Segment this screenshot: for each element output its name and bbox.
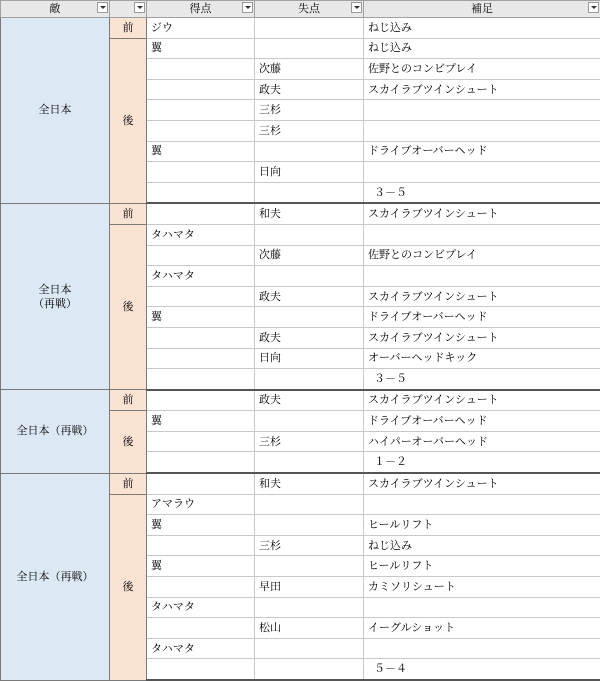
filter-dropdown-icon[interactable]	[242, 2, 253, 13]
note-cell[interactable]	[364, 494, 600, 515]
conceded-cell[interactable]	[255, 494, 364, 515]
header-note-label: 補足	[471, 2, 493, 15]
conceded-cell[interactable]: 和夫	[255, 203, 364, 224]
conceded-cell[interactable]: 政夫	[255, 390, 364, 411]
conceded-cell[interactable]: 政夫	[255, 327, 364, 348]
note-cell[interactable]: スカイラブツインシュート	[364, 327, 600, 348]
half-cell[interactable]	[110, 473, 147, 494]
note-cell[interactable]: １－２	[364, 452, 600, 473]
note-cell[interactable]: スカイラブツインシュート	[364, 390, 600, 411]
half-label: 後	[123, 300, 134, 313]
note-cell[interactable]: ３－５	[364, 182, 600, 203]
note-cell[interactable]: 佐野とのコンビプレイ	[364, 59, 600, 80]
filter-dropdown-icon[interactable]	[588, 2, 599, 13]
filter-dropdown-icon[interactable]	[134, 2, 145, 13]
note-cell[interactable]: ヒールリフト	[364, 556, 600, 577]
note-cell[interactable]: ねじ込み	[364, 18, 600, 39]
header-half	[110, 1, 147, 18]
conceded-cell[interactable]	[255, 266, 364, 287]
conceded-cell[interactable]	[255, 638, 364, 659]
half-label: 前	[123, 207, 134, 220]
conceded-cell[interactable]	[255, 18, 364, 39]
conceded-cell[interactable]: 次藤	[255, 59, 364, 80]
header-scorer-label: 得点	[190, 2, 212, 15]
scorer-cell[interactable]: 翼	[147, 307, 255, 328]
conceded-cell[interactable]: 三杉	[255, 535, 364, 556]
scorer-cell[interactable]: タハマタ	[147, 597, 255, 618]
conceded-cell[interactable]: 日向	[255, 348, 364, 369]
conceded-cell[interactable]	[255, 307, 364, 328]
conceded-cell[interactable]: 松山	[255, 618, 364, 639]
header-enemy	[1, 1, 110, 18]
conceded-cell[interactable]	[255, 369, 364, 390]
scorer-cell[interactable]: 翼	[147, 556, 255, 577]
scorer-cell[interactable]	[147, 162, 255, 183]
enemy-cell[interactable]	[1, 473, 110, 680]
scorer-cell[interactable]: ジウ	[147, 18, 255, 39]
conceded-cell[interactable]	[255, 556, 364, 577]
note-cell[interactable]	[364, 100, 600, 121]
table-row	[1, 390, 600, 411]
scorer-cell[interactable]: タハマタ	[147, 638, 255, 659]
scorer-cell[interactable]	[147, 577, 255, 598]
scorer-cell[interactable]: タハマタ	[147, 266, 255, 287]
note-cell[interactable]: 佐野とのコンビプレイ	[364, 245, 600, 266]
scorer-cell[interactable]: 翼	[147, 38, 255, 59]
scorer-cell[interactable]	[147, 59, 255, 80]
table-body	[1, 18, 600, 681]
scorer-cell[interactable]: タハマタ	[147, 224, 255, 245]
scorer-cell[interactable]	[147, 473, 255, 494]
note-cell[interactable]	[364, 266, 600, 287]
filter-dropdown-icon[interactable]	[97, 2, 108, 13]
conceded-cell[interactable]: 日向	[255, 162, 364, 183]
scorer-cell[interactable]	[147, 203, 255, 224]
table-row	[1, 203, 600, 224]
note-cell[interactable]	[364, 120, 600, 141]
header-scorer	[147, 1, 255, 18]
note-cell[interactable]: ヒールリフト	[364, 515, 600, 536]
header-conceded	[255, 1, 364, 18]
conceded-cell[interactable]	[255, 515, 364, 536]
note-cell[interactable]: ５－４	[364, 659, 600, 680]
scorer-cell[interactable]	[147, 369, 255, 390]
header-note	[364, 1, 600, 18]
enemy-cell[interactable]	[1, 18, 110, 204]
note-cell[interactable]: ねじ込み	[364, 38, 600, 59]
note-cell[interactable]: スカイラブツインシュート	[364, 203, 600, 224]
conceded-cell[interactable]	[255, 141, 364, 162]
enemy-label: 全日本（再戦）	[17, 424, 94, 437]
half-label: 前	[123, 477, 134, 490]
scorer-cell[interactable]	[147, 245, 255, 266]
table-row	[1, 473, 600, 494]
half-label: 後	[123, 435, 134, 448]
header-row	[1, 1, 600, 18]
half-label: 後	[123, 114, 134, 127]
scorer-cell[interactable]	[147, 327, 255, 348]
note-cell[interactable]: ３－５	[364, 369, 600, 390]
conceded-cell[interactable]: 政夫	[255, 79, 364, 100]
conceded-cell[interactable]: 早田	[255, 577, 364, 598]
half-label: 前	[123, 393, 134, 406]
half-label: 後	[123, 580, 134, 593]
note-cell[interactable]: ハイパーオーバーヘッド	[364, 431, 600, 452]
scorer-cell[interactable]: アマラウ	[147, 494, 255, 515]
half-cell[interactable]	[110, 38, 147, 203]
note-cell[interactable]	[364, 224, 600, 245]
enemy-cell[interactable]	[1, 390, 110, 473]
half-label: 前	[123, 21, 134, 34]
enemy-label: 全日本	[39, 103, 72, 116]
header-conceded-label: 失点	[298, 2, 320, 15]
note-cell[interactable]: ドライブオーバーヘッド	[364, 411, 600, 432]
half-cell[interactable]	[110, 390, 147, 411]
enemy-label: 全日本 （再戦）	[33, 283, 77, 310]
note-cell[interactable]: スカイラブツインシュート	[364, 473, 600, 494]
half-cell[interactable]	[110, 494, 147, 680]
conceded-cell[interactable]	[255, 411, 364, 432]
table-row	[1, 18, 600, 39]
conceded-cell[interactable]: 政夫	[255, 286, 364, 307]
note-cell[interactable]: カミソリシュート	[364, 577, 600, 598]
note-cell[interactable]: スカイラブツインシュート	[364, 79, 600, 100]
scorer-cell[interactable]	[147, 390, 255, 411]
conceded-cell[interactable]	[255, 38, 364, 59]
conceded-cell[interactable]: 三杉	[255, 100, 364, 121]
note-cell[interactable]: オーバーヘッドキック	[364, 348, 600, 369]
filter-dropdown-icon[interactable]	[351, 2, 362, 13]
note-cell[interactable]: スカイラブツインシュート	[364, 286, 600, 307]
half-cell[interactable]	[110, 203, 147, 224]
conceded-cell[interactable]: 三杉	[255, 120, 364, 141]
conceded-cell[interactable]	[255, 452, 364, 473]
conceded-cell[interactable]	[255, 224, 364, 245]
scorer-cell[interactable]	[147, 452, 255, 473]
half-cell[interactable]	[110, 411, 147, 473]
scorer-cell[interactable]	[147, 120, 255, 141]
half-cell[interactable]	[110, 224, 147, 389]
note-cell[interactable]	[364, 162, 600, 183]
conceded-cell[interactable]: 和夫	[255, 473, 364, 494]
note-cell[interactable]: イーグルショット	[364, 618, 600, 639]
scorer-cell[interactable]	[147, 348, 255, 369]
note-cell[interactable]	[364, 638, 600, 659]
scorer-cell[interactable]: 翼	[147, 141, 255, 162]
scorer-cell[interactable]	[147, 535, 255, 556]
conceded-cell[interactable]	[255, 182, 364, 203]
enemy-cell[interactable]	[1, 203, 110, 389]
conceded-cell[interactable]	[255, 597, 364, 618]
note-cell[interactable]: ドライブオーバーヘッド	[364, 307, 600, 328]
scorer-cell[interactable]: 翼	[147, 515, 255, 536]
scorer-cell[interactable]: 翼	[147, 411, 255, 432]
conceded-cell[interactable]: 次藤	[255, 245, 364, 266]
scorer-cell[interactable]	[147, 182, 255, 203]
enemy-label: 全日本（再戦）	[17, 570, 94, 583]
scorer-cell[interactable]	[147, 286, 255, 307]
note-cell[interactable]	[364, 597, 600, 618]
half-cell[interactable]	[110, 18, 147, 39]
scorer-cell[interactable]	[147, 618, 255, 639]
scorer-cell[interactable]	[147, 431, 255, 452]
note-cell[interactable]: ドライブオーバーヘッド	[364, 141, 600, 162]
header-enemy-label: 敵	[50, 2, 61, 15]
scorer-cell[interactable]	[147, 100, 255, 121]
scorer-cell[interactable]	[147, 79, 255, 100]
note-cell[interactable]: ねじ込み	[364, 535, 600, 556]
conceded-cell[interactable]: 三杉	[255, 431, 364, 452]
